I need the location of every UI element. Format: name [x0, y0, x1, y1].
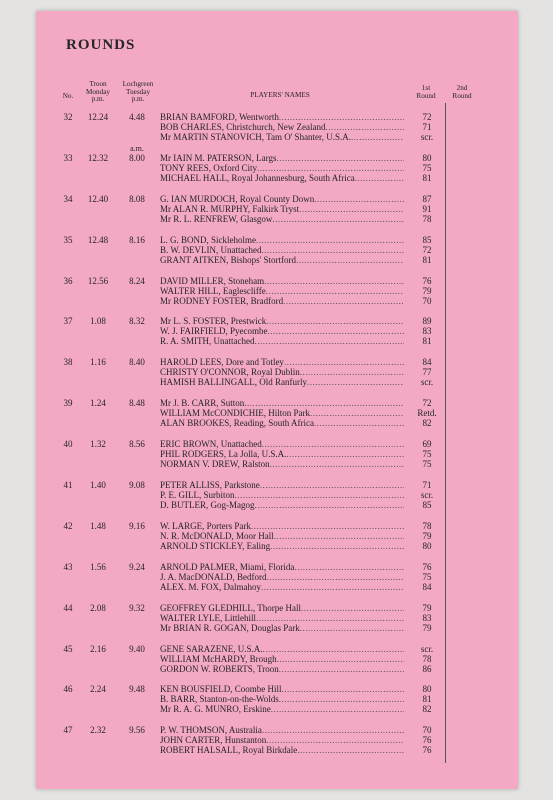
player-row [160, 276, 440, 286]
header-r2-line2: Round [452, 91, 472, 100]
first-round-score: Retd. [417, 408, 437, 419]
player-name: D. BUTLER, Gog-Magog ..... [160, 500, 404, 510]
player-row [160, 613, 440, 623]
group-number: 42 [63, 520, 73, 531]
group-number: 39 [63, 398, 73, 409]
player-name: Mr ALAN R. MURPHY, Falkirk Tryst ..... [160, 204, 404, 214]
lochgreen-time: 8.24 [129, 275, 145, 286]
player-row [160, 562, 440, 572]
player-name: R. A. SMITH, Unattached ..... [160, 336, 404, 346]
lochgreen-time: 9.16 [129, 520, 145, 531]
troon-time: 1.56 [90, 561, 106, 572]
player-name: B. W. DEVLIN, Unattached ..... [160, 245, 404, 255]
program-page [36, 11, 518, 789]
first-round-score: 83 [422, 612, 432, 623]
header-lochgreen [118, 81, 158, 104]
lochgreen-time: 9.48 [129, 684, 145, 695]
player-name: BOB CHARLES, Christchurch, New Zealand ..... [160, 122, 404, 132]
player-name: GORDON W. ROBERTS, Troon ..... [160, 664, 404, 674]
player-name: TONY REES, Oxford City ..... [160, 163, 404, 173]
header-troon [78, 81, 118, 104]
player-row [160, 367, 440, 377]
first-round-score: 79 [422, 530, 432, 541]
first-round-score: 71 [422, 122, 432, 132]
first-round-score: 79 [422, 602, 432, 613]
lochgreen-time: 9.24 [129, 561, 145, 572]
first-round-score: 87 [422, 193, 432, 204]
group-players [160, 603, 440, 633]
header-loch-line1: Lochgreen [122, 80, 154, 88]
player-row [160, 480, 440, 490]
player-name: JOHN CARTER, Hunstanton ..... [160, 735, 404, 745]
player-row [160, 664, 440, 674]
troon-time: 1.16 [90, 357, 106, 368]
first-round-score: 75 [422, 162, 432, 173]
group-number: 37 [63, 316, 73, 327]
first-round-score: 75 [422, 449, 432, 460]
group-players [160, 153, 440, 183]
first-round-score: 76 [422, 735, 432, 746]
troon-time: 1.08 [90, 316, 106, 327]
first-round-score: 72 [422, 244, 432, 255]
player-name: ARNOLD PALMER, Miami, Florida ..... [160, 562, 404, 572]
player-row [160, 439, 440, 449]
first-round-score: 70 [422, 725, 432, 736]
group-number: 40 [63, 439, 73, 450]
first-round-score: 84 [422, 357, 432, 368]
player-row [160, 745, 440, 755]
troon-time: 2.24 [90, 684, 106, 695]
group-players [160, 235, 440, 265]
player-row [160, 654, 440, 664]
player-row [160, 214, 440, 224]
pairing-group [36, 562, 518, 603]
pairing-group [36, 398, 518, 439]
pairing-group [36, 684, 518, 725]
player-name: N. R. McDONALD, Moor Hall ..... [160, 531, 404, 541]
first-round-score: 80 [422, 540, 432, 551]
player-row [160, 603, 440, 613]
troon-time: 1.48 [90, 520, 106, 531]
player-name: L. G. BOND, Sickleholme ..... [160, 235, 404, 245]
first-round-score: scr. [420, 132, 434, 142]
troon-time: 1.32 [90, 439, 106, 450]
first-round-score: 82 [422, 704, 432, 715]
group-players [160, 480, 440, 510]
group-number: 44 [63, 602, 73, 613]
player-name: ERIC BROWN, Unattached ..... [160, 439, 404, 449]
group-players [160, 398, 440, 428]
player-name: GEOFFREY GLEDHILL, Thorpe Hall ..... [160, 603, 404, 613]
player-row [160, 235, 440, 245]
player-row [160, 572, 440, 582]
player-row [160, 459, 440, 469]
troon-time: 12.32 [87, 152, 109, 163]
player-row [160, 122, 440, 132]
pairing-group [36, 603, 518, 644]
group-number: 34 [63, 193, 73, 204]
troon-time: 1.40 [90, 480, 106, 491]
header-troon-line1: Troon [89, 80, 107, 88]
group-players [160, 439, 440, 469]
header-no-label: No. [62, 92, 74, 100]
pairing-group [36, 316, 518, 357]
player-name: WALTER LYLE, Littlehill ..... [160, 613, 404, 623]
player-name: Mr RODNEY FOSTER, Bradford ..... [160, 296, 404, 306]
first-round-score: 80 [422, 152, 432, 163]
player-row [160, 684, 440, 694]
player-name: HAMISH BALLINGALL, Old Ranfurly ..... [160, 377, 404, 387]
player-row [160, 163, 440, 173]
group-players [160, 194, 440, 224]
player-name: PETER ALLISS, Parkstone ..... [160, 480, 404, 490]
player-name: Mr BRIAN R. GOGAN, Douglas Park ..... [160, 623, 404, 633]
pairing-group [36, 194, 518, 235]
player-row [160, 449, 440, 459]
player-name: MICHAEL HALL, Royal Johannesburg, South Africa ..... [160, 173, 404, 183]
first-round-score: 77 [422, 367, 432, 378]
group-number: 41 [63, 480, 73, 491]
group-number: 45 [63, 643, 73, 654]
lochgreen-time: 4.48 [129, 112, 145, 122]
pairing-group [36, 357, 518, 398]
first-round-score: 78 [422, 653, 432, 664]
first-round-score: 79 [422, 285, 432, 296]
player-row [160, 326, 440, 336]
group-players [160, 112, 440, 142]
pairing-group [36, 521, 518, 562]
group-number: 36 [63, 275, 73, 286]
player-name: W. J. FAIRFIELD, Pyecombe ..... [160, 326, 404, 336]
player-row [160, 694, 440, 704]
player-name: ALEX. M. FOX, Dalmahoy ..... [160, 582, 404, 592]
player-name: P. W. THOMSON, Australia ..... [160, 725, 404, 735]
lochgreen-time: 8.08 [129, 193, 145, 204]
first-round-score: 75 [422, 571, 432, 582]
first-round-score: 76 [422, 561, 432, 572]
header-r2-line1: 2nd [456, 84, 468, 92]
player-row [160, 286, 440, 296]
first-round-score: 81 [422, 336, 432, 347]
first-round-score: 72 [422, 112, 432, 122]
player-row [160, 521, 440, 531]
player-row [160, 336, 440, 346]
lochgreen-time: 9.08 [129, 480, 145, 491]
player-row [160, 500, 440, 510]
player-row [160, 644, 440, 654]
first-round-score: 89 [422, 316, 432, 327]
player-name: ROBERT HALSALL, Royal Birkdale ..... [160, 745, 404, 755]
first-round-score: 81 [422, 254, 432, 265]
player-name: Mr J. B. CARR, Sutton ..... [160, 398, 404, 408]
player-row [160, 245, 440, 255]
first-round-score: 78 [422, 520, 432, 531]
player-row [160, 704, 440, 714]
first-round-score: 83 [422, 326, 432, 337]
first-round-score: 85 [422, 234, 432, 245]
player-row [160, 255, 440, 265]
player-name: DAVID MILLER, Stoneham ..... [160, 276, 404, 286]
group-players [160, 644, 440, 674]
group-players [160, 725, 440, 755]
lochgreen-time: 9.56 [129, 725, 145, 736]
first-round-score: 75 [422, 459, 432, 470]
troon-time: 1.24 [90, 398, 106, 409]
first-round-score: 72 [422, 398, 432, 409]
player-name: W. LARGE, Porters Park ..... [160, 521, 404, 531]
player-row [160, 408, 440, 418]
player-row [160, 112, 440, 122]
group-number: 35 [63, 234, 73, 245]
group-number: 46 [63, 684, 73, 695]
player-row [160, 316, 440, 326]
first-round-score: 81 [422, 694, 432, 705]
first-round-score: 82 [422, 418, 432, 429]
first-round-score: scr. [420, 377, 434, 388]
lochgreen-time: 9.32 [129, 602, 145, 613]
group-players [160, 316, 440, 346]
lochgreen-time: 8.40 [129, 357, 145, 368]
pairing-group [36, 276, 518, 317]
troon-time: 2.16 [90, 643, 106, 654]
player-name: WILLIAM McHARDY, Brough ..... [160, 654, 404, 664]
player-name: KEN BOUSFIELD, Coombe Hill ..... [160, 684, 404, 694]
player-row [160, 582, 440, 592]
player-name: Mr R. A. G. MUNRO, Erskine ..... [160, 704, 404, 714]
lochgreen-time: 8.48 [129, 398, 145, 409]
group-players [160, 562, 440, 592]
header-loch-line2: Tuesday [125, 87, 151, 96]
group-players [160, 684, 440, 714]
header-first-round [411, 85, 441, 100]
first-round-score: 70 [422, 295, 432, 306]
first-round-score: 84 [422, 581, 432, 592]
pairing-group [36, 439, 518, 480]
player-name: GRANT AITKEN, Bishops' Stortford ..... [160, 255, 404, 265]
player-name: PHIL RODGERS, La Jolla, U.S.A. ..... [160, 449, 404, 459]
header-no [58, 93, 78, 101]
player-name: HAROLD LEES, Dore and Totley ..... [160, 357, 404, 367]
player-name: Mr MARTIN STANOVICH, Tam O' Shanter, U.S.A. ..... [160, 132, 404, 142]
player-row [160, 623, 440, 633]
pairings-list [36, 112, 518, 766]
player-row [160, 357, 440, 367]
player-name: NORMAN V. DREW, Ralston ..... [160, 459, 404, 469]
pairing-group [36, 112, 518, 153]
lochgreen-time: 8.56 [129, 439, 145, 450]
pairing-group [36, 235, 518, 276]
player-row [160, 377, 440, 387]
troon-time: 2.32 [90, 725, 106, 736]
player-row [160, 204, 440, 214]
player-name: Mr R. L. RENFREW, Glasgow ..... [160, 214, 404, 224]
header-r1-line2: Round [416, 91, 436, 100]
pairing-group [36, 480, 518, 521]
player-name: G. IAN MURDOCH, Royal County Down ..... [160, 194, 404, 204]
player-name: B. BARR, Stanton-on-the-Wolds ..... [160, 694, 404, 704]
pairing-group [36, 725, 518, 766]
header-players-names: PLAYERS' NAMES [250, 91, 310, 99]
page-title: ROUNDS [66, 37, 136, 53]
group-players [160, 521, 440, 551]
group-number: 32 [63, 112, 73, 122]
player-row [160, 541, 440, 551]
troon-time: 12.48 [87, 234, 109, 245]
group-number: 47 [63, 725, 73, 736]
player-name: CHRISTY O'CONNOR, Royal Dublin ..... [160, 367, 404, 377]
player-name: WALTER HILL, Eaglescliffe ..... [160, 286, 404, 296]
first-round-score: 80 [422, 684, 432, 695]
player-name: Mr IAIN M. PATERSON, Largs ..... [160, 153, 404, 163]
player-name: ALAN BROOKES, Reading, South Africa ..... [160, 418, 404, 428]
player-name: WILLIAM McCONDICHIE, Hilton Park ..... [160, 408, 404, 418]
first-round-score: 86 [422, 663, 432, 674]
troon-time: 12.56 [87, 275, 109, 286]
player-name: ARNOLD STICKLEY, Ealing ..... [160, 541, 404, 551]
troon-time: 12.40 [87, 193, 109, 204]
pairing-group [36, 644, 518, 685]
first-round-score: 76 [422, 745, 432, 756]
group-players [160, 276, 440, 306]
player-name: P. E. GILL, Surbiton ..... [160, 490, 404, 500]
header-r1-line1: 1st [421, 84, 431, 92]
am-pm-marker: a.m. [130, 143, 144, 153]
header-loch-line3: p.m. [131, 95, 145, 103]
lochgreen-time: 9.40 [129, 643, 145, 654]
player-row [160, 398, 440, 408]
pairing-group [36, 143, 518, 194]
player-row [160, 531, 440, 541]
group-number: 43 [63, 561, 73, 572]
first-round-score: 78 [422, 213, 432, 224]
player-row [160, 725, 440, 735]
player-row [160, 296, 440, 306]
player-name: GENE SARAZENE, U.S.A. ..... [160, 644, 404, 654]
player-row [160, 194, 440, 204]
troon-time: 2.08 [90, 602, 106, 613]
player-row [160, 490, 440, 500]
lochgreen-time: 8.32 [129, 316, 145, 327]
player-row [160, 418, 440, 428]
group-number: 38 [63, 357, 73, 368]
header-troon-line2: Monday [86, 87, 110, 96]
troon-time: 12.24 [87, 112, 109, 122]
player-name: BRIAN BAMFORD, Wentworth ..... [160, 112, 404, 122]
first-round-score: scr. [420, 490, 434, 501]
lochgreen-time: 8.16 [129, 234, 145, 245]
player-row [160, 173, 440, 183]
first-round-score: scr. [420, 643, 434, 654]
first-round-score: 91 [422, 203, 432, 214]
header-troon-line3: p.m. [91, 95, 105, 103]
group-players [160, 357, 440, 387]
header-second-round [447, 85, 477, 100]
player-row [160, 132, 440, 142]
player-row [160, 735, 440, 745]
group-number: 33 [63, 152, 73, 163]
player-row [160, 153, 440, 163]
first-round-score: 81 [422, 172, 432, 183]
player-name: Mr L. S. FOSTER, Prestwick ..... [160, 316, 404, 326]
first-round-score: 69 [422, 439, 432, 450]
first-round-score: 79 [422, 622, 432, 633]
first-round-score: 85 [422, 500, 432, 511]
player-name: J. A. MacDONALD, Bedford ..... [160, 572, 404, 582]
first-round-score: 76 [422, 275, 432, 286]
lochgreen-time: 8.00 [129, 152, 145, 163]
first-round-score: 71 [422, 480, 432, 491]
